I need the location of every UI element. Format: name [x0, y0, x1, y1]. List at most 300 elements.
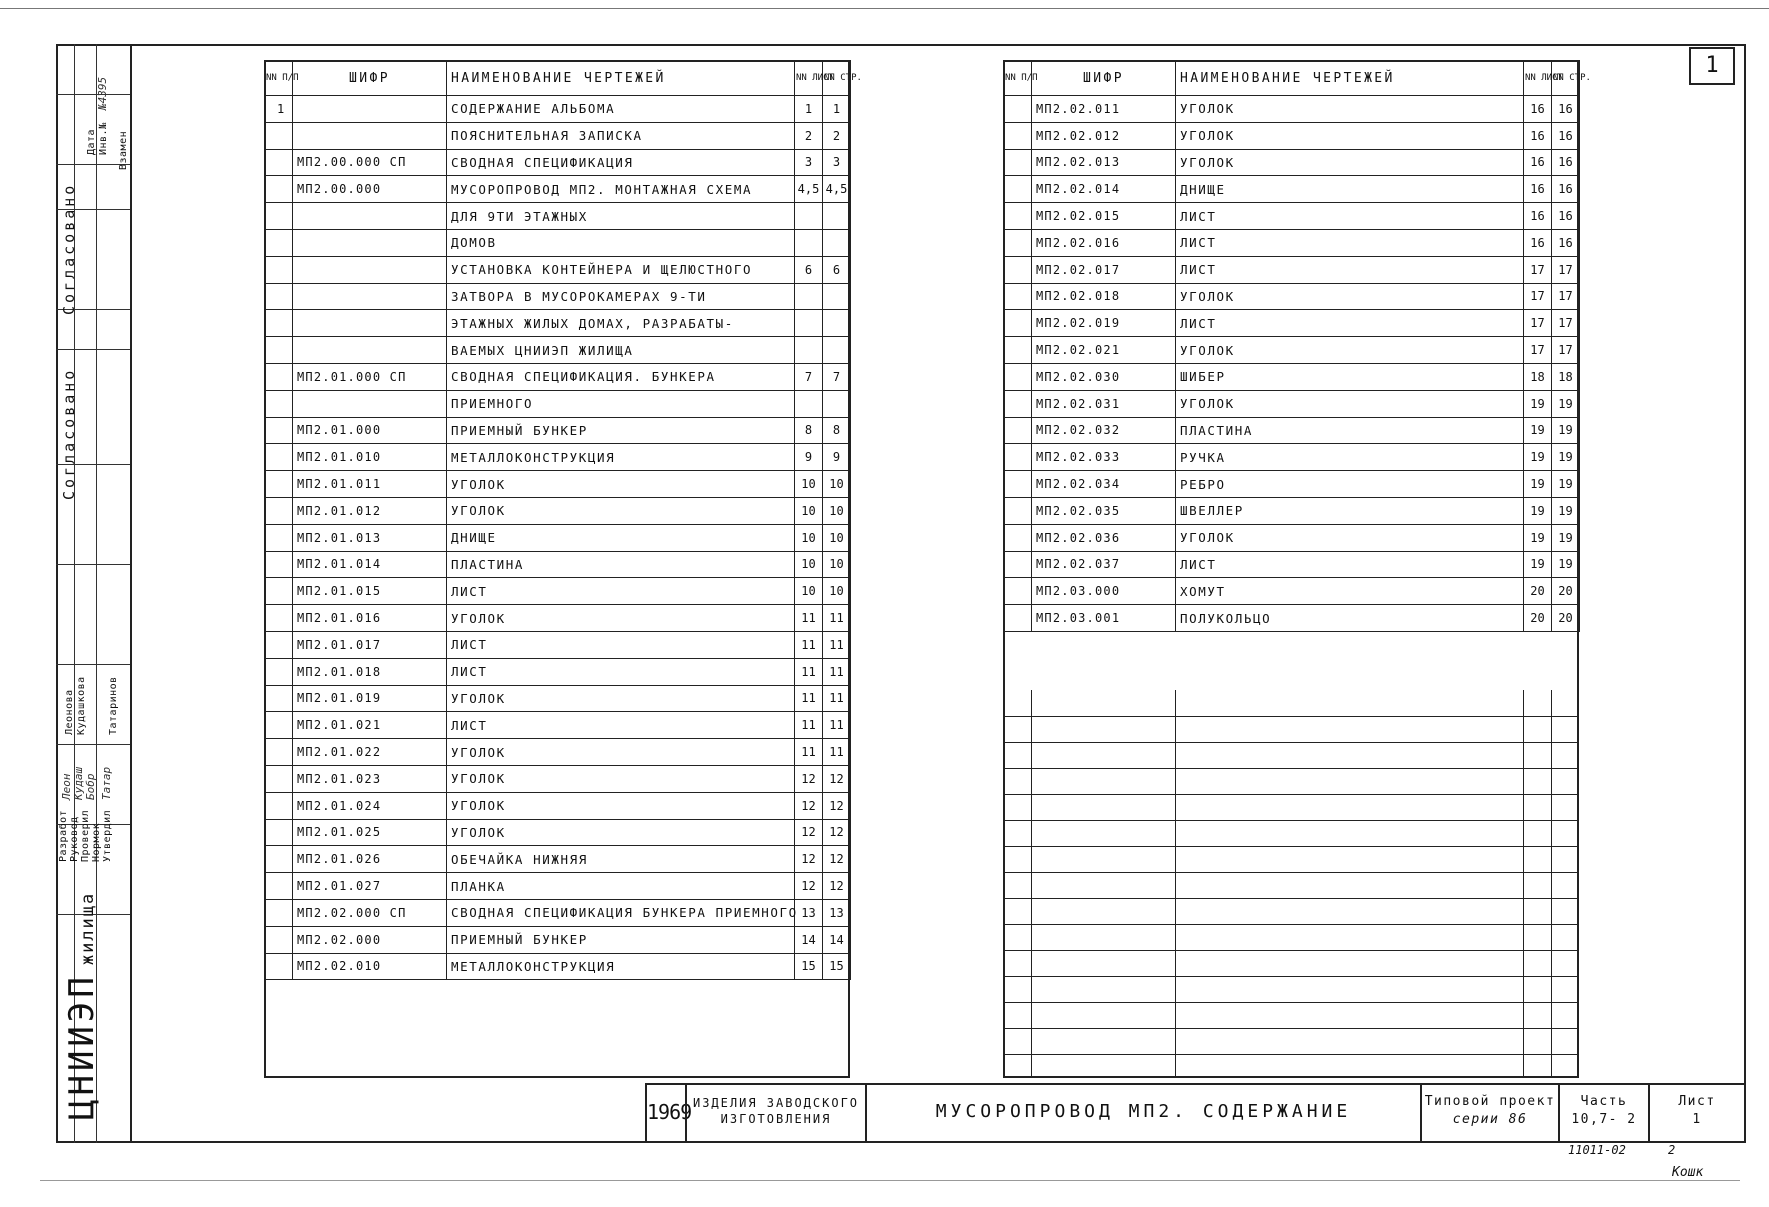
- row-page: 11: [823, 658, 851, 685]
- row-page: 16: [1552, 229, 1580, 256]
- row-nn: [1004, 203, 1032, 230]
- row-nn: [1004, 524, 1032, 551]
- table-row: [265, 578, 851, 605]
- row-list: 10: [795, 551, 823, 578]
- row-page: 11: [823, 739, 851, 766]
- row-code: МП2.03.001: [1032, 605, 1176, 632]
- row-nn: [265, 337, 293, 364]
- row-nn: [265, 712, 293, 739]
- row-nn: [265, 122, 293, 149]
- row-name: ПРИЕМНОГО: [447, 390, 795, 417]
- row-nn: [1004, 417, 1032, 444]
- empty-column-line: [1031, 690, 1032, 1078]
- stamp-role-developer: Разработ: [58, 809, 69, 862]
- empty-row-line: [1003, 846, 1579, 847]
- table-header-row: [265, 61, 851, 96]
- header-code: ШИФР: [293, 61, 447, 96]
- table-row: [265, 417, 851, 444]
- title-block-project-label: Типовой проект: [1424, 1094, 1556, 1109]
- row-name: ЛИСТ: [1176, 310, 1524, 337]
- row-list: 19: [1524, 497, 1552, 524]
- row-page: 10: [823, 524, 851, 551]
- row-name: ЛИСТ: [447, 658, 795, 685]
- row-code: МП2.02.036: [1032, 524, 1176, 551]
- row-list: 16: [1524, 229, 1552, 256]
- row-code: МП2.02.035: [1032, 497, 1176, 524]
- row-code: МП2.00.000 СП: [293, 149, 447, 176]
- row-page: 13: [823, 899, 851, 926]
- empty-row-line: [1003, 820, 1579, 821]
- table-row: [1004, 122, 1580, 149]
- table-row: [265, 739, 851, 766]
- row-nn: [265, 524, 293, 551]
- row-code: МП2.02.014: [1032, 176, 1176, 203]
- row-code: МП2.02.016: [1032, 229, 1176, 256]
- row-nn: [1004, 578, 1032, 605]
- row-list: 20: [1524, 605, 1552, 632]
- row-list: 10: [795, 524, 823, 551]
- row-name: УГОЛОК: [447, 792, 795, 819]
- row-page: [823, 390, 851, 417]
- organization-name: [62, 892, 102, 1120]
- empty-row-line: [1003, 1002, 1579, 1003]
- row-page: 12: [823, 846, 851, 873]
- row-code: МП2.01.010: [293, 444, 447, 471]
- row-code: МП2.02.034: [1032, 471, 1176, 498]
- row-name: УГОЛОК: [447, 471, 795, 498]
- row-list: 12: [795, 819, 823, 846]
- row-name: ДЛЯ 9ТИ ЭТАЖНЫХ: [447, 203, 795, 230]
- table-row: [265, 551, 851, 578]
- row-code: МП2.02.033: [1032, 444, 1176, 471]
- empty-column-line: [1175, 690, 1176, 1078]
- row-code: МП2.03.000: [1032, 578, 1176, 605]
- footer-num: 2: [1668, 1143, 1676, 1157]
- empty-row-line: [1003, 898, 1579, 899]
- row-page: 16: [1552, 176, 1580, 203]
- table-row: [1004, 256, 1580, 283]
- row-list: 17: [1524, 256, 1552, 283]
- row-name: РЕБРО: [1176, 471, 1524, 498]
- table-row: [265, 658, 851, 685]
- row-page: 20: [1552, 605, 1580, 632]
- right-table-empty-rows: [1003, 690, 1579, 1078]
- title-block-part: [1558, 1083, 1648, 1141]
- row-code: [293, 337, 447, 364]
- row-code: МП2.01.012: [293, 497, 447, 524]
- row-name: УГОЛОК: [447, 819, 795, 846]
- header-list: NN ЛИСТ: [1524, 61, 1552, 96]
- row-nn: [1004, 337, 1032, 364]
- row-page: 14: [823, 926, 851, 953]
- row-code: МП2.01.014: [293, 551, 447, 578]
- table-row: [265, 390, 851, 417]
- row-name: ОБЕЧАЙКА НИЖНЯЯ: [447, 846, 795, 873]
- title-block-project-series: серии 86: [1452, 1112, 1528, 1127]
- row-page: 11: [823, 685, 851, 712]
- row-page: 17: [1552, 256, 1580, 283]
- stamp-role-approver: Утвердил: [102, 809, 113, 862]
- table-row: [265, 524, 851, 551]
- row-code: МП2.00.000: [293, 176, 447, 203]
- row-code: МП2.02.013: [1032, 149, 1176, 176]
- table-row: [1004, 497, 1580, 524]
- row-list: 19: [1524, 417, 1552, 444]
- table-row: [265, 605, 851, 632]
- row-code: МП2.01.025: [293, 819, 447, 846]
- row-list: 17: [1524, 337, 1552, 364]
- row-list: [795, 390, 823, 417]
- table-row: [265, 256, 851, 283]
- row-page: 11: [823, 712, 851, 739]
- row-list: 16: [1524, 149, 1552, 176]
- row-list: 11: [795, 739, 823, 766]
- header-nn: NN П/П: [1004, 61, 1032, 96]
- contents-table-left: [264, 60, 862, 980]
- row-nn: [265, 471, 293, 498]
- row-list: 2: [795, 122, 823, 149]
- row-nn: [265, 926, 293, 953]
- row-page: 19: [1552, 497, 1580, 524]
- row-name: ЗАТВОРА В МУСОРОКАМЕРАХ 9-ТИ: [447, 283, 795, 310]
- row-nn: [1004, 256, 1032, 283]
- stamp-name-3: Татаринов: [108, 676, 119, 735]
- row-name: УГОЛОК: [1176, 390, 1524, 417]
- stamp-inv-number: №4395: [96, 76, 109, 110]
- row-nn: [265, 229, 293, 256]
- row-list: 1: [795, 96, 823, 123]
- row-nn: [1004, 229, 1032, 256]
- empty-row-line: [1003, 768, 1579, 769]
- row-list: 15: [795, 953, 823, 980]
- row-name: УГОЛОК: [1176, 283, 1524, 310]
- row-code: [293, 310, 447, 337]
- row-code: МП2.02.015: [1032, 203, 1176, 230]
- row-code: [293, 283, 447, 310]
- row-code: МП2.02.019: [1032, 310, 1176, 337]
- row-name: МЕТАЛЛОКОНСТРУКЦИЯ: [447, 444, 795, 471]
- row-name: ДНИЩЕ: [447, 524, 795, 551]
- table-row: [1004, 471, 1580, 498]
- row-nn: [1004, 444, 1032, 471]
- row-code: МП2.02.000 СП: [293, 899, 447, 926]
- row-list: 11: [795, 685, 823, 712]
- row-page: 19: [1552, 471, 1580, 498]
- row-code: МП2.01.000: [293, 417, 447, 444]
- contents-table-right: [1003, 60, 1591, 632]
- row-nn: [1004, 149, 1032, 176]
- row-name: ПЛАНКА: [447, 873, 795, 900]
- table-row: [1004, 337, 1580, 364]
- header-name: НАИМЕНОВАНИЕ ЧЕРТЕЖЕЙ: [1176, 61, 1524, 96]
- row-list: [795, 337, 823, 364]
- table-row: [265, 149, 851, 176]
- row-code: МП2.01.000 СП: [293, 363, 447, 390]
- row-nn: [265, 953, 293, 980]
- row-name: ПЛАСТИНА: [1176, 417, 1524, 444]
- row-list: 11: [795, 658, 823, 685]
- row-name: УГОЛОК: [447, 605, 795, 632]
- page-number-box: 1: [1689, 47, 1735, 85]
- row-name: ЛИСТ: [447, 578, 795, 605]
- stamp-signature-3: Бобр: [84, 773, 97, 800]
- table-row: [265, 631, 851, 658]
- row-name: СВОДНАЯ СПЕЦИФИКАЦИЯ БУНКЕРА ПРИЕМНОГО: [447, 899, 795, 926]
- row-page: 12: [823, 819, 851, 846]
- row-code: [293, 256, 447, 283]
- row-list: 19: [1524, 551, 1552, 578]
- row-name: ПОЯСНИТЕЛЬНАЯ ЗАПИСКА: [447, 122, 795, 149]
- table-row: [1004, 363, 1580, 390]
- table-row: [265, 229, 851, 256]
- row-code: МП2.01.023: [293, 765, 447, 792]
- stamp-name-2: Кудашкова: [76, 676, 87, 735]
- row-nn: [265, 310, 293, 337]
- row-nn: [265, 417, 293, 444]
- row-code: МП2.01.015: [293, 578, 447, 605]
- row-code: МП2.02.011: [1032, 96, 1176, 123]
- top-trim-line: [0, 8, 1769, 9]
- title-block-sheet-value: 1: [1692, 1112, 1702, 1127]
- row-page: 19: [1552, 551, 1580, 578]
- row-name: ЛИСТ: [1176, 256, 1524, 283]
- row-name: ШВЕЛЛЕР: [1176, 497, 1524, 524]
- row-nn: [265, 283, 293, 310]
- title-block-kind-2: ИЗГОТОВЛЕНИЯ: [720, 1112, 832, 1126]
- row-name: ЛИСТ: [1176, 229, 1524, 256]
- table-row: [265, 792, 851, 819]
- stamp-signature-2: Кудаш: [72, 766, 85, 800]
- row-page: 2: [823, 122, 851, 149]
- row-page: 11: [823, 631, 851, 658]
- row-page: 16: [1552, 122, 1580, 149]
- row-page: 16: [1552, 96, 1580, 123]
- footer-code: 11011-02: [1568, 1143, 1626, 1157]
- row-code: МП2.01.027: [293, 873, 447, 900]
- empty-row-line: [1003, 716, 1579, 717]
- row-page: 6: [823, 256, 851, 283]
- row-nn: [1004, 176, 1032, 203]
- row-name: УСТАНОВКА КОНТЕЙНЕРА И ЩЕЛЮСТНОГО: [447, 256, 795, 283]
- row-list: [795, 310, 823, 337]
- table-row: [265, 765, 851, 792]
- header-list: NN ЛИСТ: [795, 61, 823, 96]
- row-nn: [265, 819, 293, 846]
- row-code: МП2.02.000: [293, 926, 447, 953]
- row-page: 10: [823, 551, 851, 578]
- row-page: 18: [1552, 363, 1580, 390]
- row-list: 14: [795, 926, 823, 953]
- row-list: 19: [1524, 524, 1552, 551]
- empty-row-line: [1003, 794, 1579, 795]
- row-name: УГОЛОК: [447, 765, 795, 792]
- header-nn: NN П/П: [265, 61, 293, 96]
- row-list: 16: [1524, 203, 1552, 230]
- row-code: МП2.02.017: [1032, 256, 1176, 283]
- org-sub: жилища: [78, 891, 98, 966]
- table-row: [265, 873, 851, 900]
- row-name: ПЛАСТИНА: [447, 551, 795, 578]
- table-row: [265, 926, 851, 953]
- row-page: 8: [823, 417, 851, 444]
- header-page: NN СТР.: [823, 61, 851, 96]
- row-code: МП2.02.018: [1032, 283, 1176, 310]
- row-code: МП2.01.017: [293, 631, 447, 658]
- row-list: 12: [795, 873, 823, 900]
- row-nn: [1004, 471, 1032, 498]
- row-list: 17: [1524, 310, 1552, 337]
- row-name: ЛИСТ: [1176, 551, 1524, 578]
- row-name: ШИБЕР: [1176, 363, 1524, 390]
- table-row: [1004, 176, 1580, 203]
- row-name: МУСОРОПРОВОД МП2. МОНТАЖНАЯ СХЕМА: [447, 176, 795, 203]
- row-list: [795, 283, 823, 310]
- row-name: ДОМОВ: [447, 229, 795, 256]
- row-nn: [265, 765, 293, 792]
- row-page: [823, 229, 851, 256]
- row-page: 9: [823, 444, 851, 471]
- row-list: 11: [795, 605, 823, 632]
- title-block-kind: [685, 1083, 865, 1141]
- stamp-role-checker: Проверил: [80, 809, 91, 862]
- row-name: ЛИСТ: [447, 712, 795, 739]
- row-code: МП2.02.030: [1032, 363, 1176, 390]
- row-page: 3: [823, 149, 851, 176]
- row-list: 10: [795, 471, 823, 498]
- table-row: [265, 497, 851, 524]
- row-list: 13: [795, 899, 823, 926]
- row-page: 16: [1552, 203, 1580, 230]
- table-row: [265, 953, 851, 980]
- row-nn: [1004, 363, 1032, 390]
- stamp-date-label: Дата: [86, 128, 97, 155]
- row-code: МП2.01.019: [293, 685, 447, 712]
- stamp-signature-4: Татар: [100, 766, 113, 800]
- row-name: УГОЛОК: [1176, 122, 1524, 149]
- row-name: ЛИСТ: [447, 631, 795, 658]
- table-row: [265, 819, 851, 846]
- row-list: 7: [795, 363, 823, 390]
- row-list: [795, 203, 823, 230]
- row-nn: [1004, 551, 1032, 578]
- row-name: ВАЕМЫХ ЦНИИЭП ЖИЛИЩА: [447, 337, 795, 364]
- row-nn: [265, 256, 293, 283]
- table-row: [1004, 149, 1580, 176]
- table-row: [1004, 551, 1580, 578]
- row-nn: 1: [265, 96, 293, 123]
- row-nn: [265, 658, 293, 685]
- table-row: [1004, 605, 1580, 632]
- row-list: 6: [795, 256, 823, 283]
- empty-row-line: [1003, 1054, 1579, 1055]
- row-list: 20: [1524, 578, 1552, 605]
- table-row: [1004, 283, 1580, 310]
- org-main: ЦНИИЭП: [62, 973, 102, 1120]
- row-nn: [265, 873, 293, 900]
- table-row: [1004, 310, 1580, 337]
- title-block-kind-1: ИЗДЕЛИЯ ЗАВОДСКОГО: [692, 1096, 860, 1110]
- row-code: МП2.02.010: [293, 953, 447, 980]
- row-nn: [1004, 605, 1032, 632]
- table-row: [1004, 578, 1580, 605]
- row-nn: [265, 578, 293, 605]
- row-name: СОДЕРЖАНИЕ АЛЬБОМА: [447, 96, 795, 123]
- table-row: [1004, 390, 1580, 417]
- table-row: [265, 96, 851, 123]
- title-block-title: МУСОРОПРОВОД МП2. СОДЕРЖАНИЕ: [865, 1083, 1420, 1141]
- empty-column-line: [1523, 690, 1524, 1078]
- row-page: 19: [1552, 524, 1580, 551]
- footer-signature: Кошк: [1672, 1165, 1704, 1180]
- row-page: 4,5: [823, 176, 851, 203]
- row-page: 12: [823, 873, 851, 900]
- row-code: МП2.02.021: [1032, 337, 1176, 364]
- empty-row-line: [1003, 976, 1579, 977]
- row-page: 19: [1552, 390, 1580, 417]
- row-code: МП2.01.022: [293, 739, 447, 766]
- title-block-project: [1420, 1083, 1558, 1141]
- table-row: [265, 203, 851, 230]
- row-nn: [1004, 122, 1032, 149]
- table-row: [265, 712, 851, 739]
- table-row: [1004, 96, 1580, 123]
- row-page: 10: [823, 578, 851, 605]
- row-list: [795, 229, 823, 256]
- title-block-sheet-label: Лист: [1678, 1094, 1716, 1109]
- row-list: 17: [1524, 283, 1552, 310]
- row-name: ЭТАЖНЫХ ЖИЛЫХ ДОМАХ, РАЗРАБАТЫ-: [447, 310, 795, 337]
- stamp-signature-1: Леон: [60, 773, 73, 800]
- stamp-inv-label: Инв.№: [98, 122, 109, 155]
- header-page: NN СТР.: [1552, 61, 1580, 96]
- row-name: ХОМУТ: [1176, 578, 1524, 605]
- row-list: 19: [1524, 444, 1552, 471]
- row-name: УГОЛОК: [447, 739, 795, 766]
- row-nn: [1004, 283, 1032, 310]
- row-list: 16: [1524, 96, 1552, 123]
- row-page: 10: [823, 471, 851, 498]
- row-name: ПОЛУКОЛЬЦО: [1176, 605, 1524, 632]
- row-nn: [265, 685, 293, 712]
- title-block-part-value: 10,7- 2: [1571, 1112, 1637, 1127]
- row-code: МП2.01.026: [293, 846, 447, 873]
- row-nn: [265, 444, 293, 471]
- table-row: [265, 310, 851, 337]
- row-list: 19: [1524, 390, 1552, 417]
- row-page: [823, 203, 851, 230]
- row-name: УГОЛОК: [1176, 337, 1524, 364]
- row-name: ДНИЩЕ: [1176, 176, 1524, 203]
- empty-row-line: [1003, 872, 1579, 873]
- row-nn: [265, 390, 293, 417]
- row-code: МП2.01.018: [293, 658, 447, 685]
- row-name: СВОДНАЯ СПЕЦИФИКАЦИЯ: [447, 149, 795, 176]
- table-row: [265, 363, 851, 390]
- row-code: [293, 203, 447, 230]
- row-page: [823, 283, 851, 310]
- table-row: [265, 444, 851, 471]
- row-page: 20: [1552, 578, 1580, 605]
- row-code: МП2.02.032: [1032, 417, 1176, 444]
- table-row: [1004, 203, 1580, 230]
- row-nn: [265, 497, 293, 524]
- row-code: МП2.02.031: [1032, 390, 1176, 417]
- row-page: 17: [1552, 337, 1580, 364]
- row-page: 11: [823, 605, 851, 632]
- row-name: УГОЛОК: [1176, 149, 1524, 176]
- row-name: ПРИЕМНЫЙ БУНКЕР: [447, 926, 795, 953]
- row-list: 12: [795, 792, 823, 819]
